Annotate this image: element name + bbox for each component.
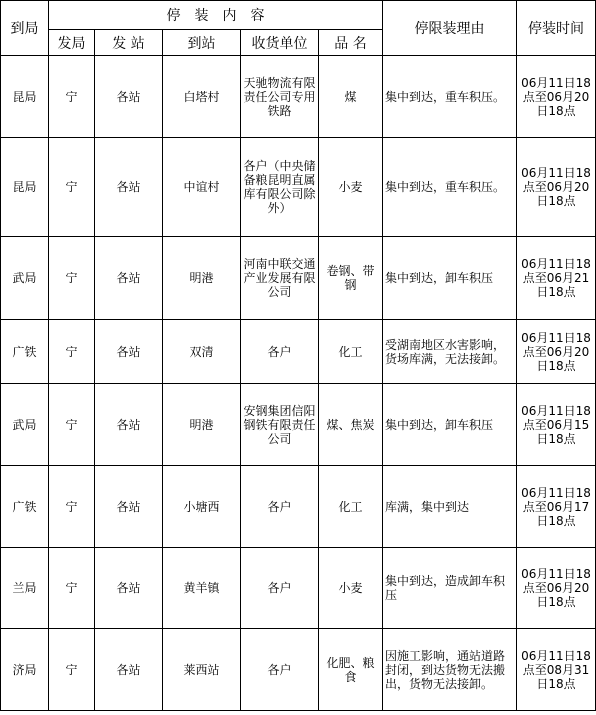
cell-reason: 集中到达，造成卸车积压 xyxy=(383,548,517,629)
cell-send-bureau: 宁 xyxy=(49,384,95,466)
cell-product: 化工 xyxy=(319,466,383,548)
table-row xyxy=(1,466,596,548)
table-row xyxy=(1,320,596,384)
cell-time: 06月11日18点至08月31日18点 xyxy=(517,629,596,711)
cell-product: 化肥、粮食 xyxy=(319,629,383,711)
cell-arrive-station: 双清 xyxy=(163,320,241,384)
cell-arrive-station: 明港 xyxy=(163,384,241,466)
cell-send-bureau: 宁 xyxy=(49,466,95,548)
cell-send-bureau: 宁 xyxy=(49,629,95,711)
cell-consignee: 各户 xyxy=(241,629,319,711)
cell-arrive-bureau: 兰局 xyxy=(1,548,49,629)
cell-product: 煤 xyxy=(319,56,383,138)
cell-time: 06月11日18点至06月20日18点 xyxy=(517,138,596,237)
cell-arrive-bureau: 昆局 xyxy=(1,138,49,237)
cell-reason: 集中到达，重车积压。 xyxy=(383,56,517,138)
cell-send-bureau: 宁 xyxy=(49,320,95,384)
cell-arrive-bureau: 济局 xyxy=(1,629,49,711)
cell-time: 06月11日18点至06月17日18点 xyxy=(517,466,596,548)
cell-product: 卷钢、带钢 xyxy=(319,237,383,320)
cell-consignee: 各户（中央储备粮昆明直属库有限公司除外） xyxy=(241,138,319,237)
cell-time: 06月11日18点至06月21日18点 xyxy=(517,237,596,320)
cell-arrive-bureau: 武局 xyxy=(1,384,49,466)
header-reason: 停限装理由 xyxy=(383,1,517,56)
cell-consignee: 天驰物流有限责任公司专用铁路 xyxy=(241,56,319,138)
cell-arrive-station: 莱西站 xyxy=(163,629,241,711)
cell-send-bureau: 宁 xyxy=(49,548,95,629)
cell-time: 06月11日18点至06月20日18点 xyxy=(517,320,596,384)
header-time: 停装时间 xyxy=(517,1,596,56)
cell-send-station: 各站 xyxy=(95,548,163,629)
cell-send-station: 各站 xyxy=(95,466,163,548)
cell-reason: 集中到达，卸车积压 xyxy=(383,384,517,466)
table-row xyxy=(1,237,596,320)
table-body xyxy=(1,56,596,711)
table-row xyxy=(1,384,596,466)
cell-send-station: 各站 xyxy=(95,138,163,237)
cell-arrive-bureau: 昆局 xyxy=(1,56,49,138)
header-stop-content: 停 装 内 容 xyxy=(49,1,383,30)
table-row xyxy=(1,138,596,237)
header-product: 品 名 xyxy=(319,30,383,56)
cell-send-bureau: 宁 xyxy=(49,138,95,237)
cell-product: 化工 xyxy=(319,320,383,384)
cell-arrive-station: 白塔村 xyxy=(163,56,241,138)
cell-arrive-bureau: 武局 xyxy=(1,237,49,320)
cell-send-station: 各站 xyxy=(95,384,163,466)
table-row xyxy=(1,548,596,629)
cell-arrive-station: 小塘西 xyxy=(163,466,241,548)
cell-send-bureau: 宁 xyxy=(49,56,95,138)
table-row xyxy=(1,56,596,138)
cell-consignee: 各户 xyxy=(241,466,319,548)
cell-arrive-bureau: 广铁 xyxy=(1,466,49,548)
cell-arrive-station: 中谊村 xyxy=(163,138,241,237)
cell-send-station: 各站 xyxy=(95,56,163,138)
cell-consignee: 安钢集团信阳钢铁有限责任公司 xyxy=(241,384,319,466)
cell-time: 06月11日18点至06月20日18点 xyxy=(517,56,596,138)
cell-consignee: 河南中联交通产业发展有限公司 xyxy=(241,237,319,320)
cell-send-station: 各站 xyxy=(95,237,163,320)
cell-reason: 库满，集中到达 xyxy=(383,466,517,548)
cell-product: 小麦 xyxy=(319,138,383,237)
header-send-station: 发 站 xyxy=(95,30,163,56)
cell-reason: 集中到达，重车积压。 xyxy=(383,138,517,237)
header-arrive-bureau: 到局 xyxy=(1,1,49,56)
header-consignee: 收货单位 xyxy=(241,30,319,56)
cell-reason: 受湖南地区水害影响，货场库满，无法接卸。 xyxy=(383,320,517,384)
cell-product: 小麦 xyxy=(319,548,383,629)
cell-send-bureau: 宁 xyxy=(49,237,95,320)
cell-time: 06月11日18点至06月15日18点 xyxy=(517,384,596,466)
cell-reason: 因施工影响，通站道路封闭，到达货物无法搬出，货物无法接卸。 xyxy=(383,629,517,711)
header-send-bureau: 发局 xyxy=(49,30,95,56)
table-row xyxy=(1,629,596,711)
cell-arrive-station: 黄羊镇 xyxy=(163,548,241,629)
cell-arrive-station: 明港 xyxy=(163,237,241,320)
cell-arrive-bureau: 广铁 xyxy=(1,320,49,384)
cell-send-station: 各站 xyxy=(95,320,163,384)
cell-time: 06月11日18点至06月20日18点 xyxy=(517,548,596,629)
cell-consignee: 各户 xyxy=(241,320,319,384)
cell-product: 煤、焦炭 xyxy=(319,384,383,466)
cell-consignee: 各户 xyxy=(241,548,319,629)
cell-send-station: 各站 xyxy=(95,629,163,711)
cell-reason: 集中到达，卸车积压 xyxy=(383,237,517,320)
header-arrive-station: 到站 xyxy=(163,30,241,56)
